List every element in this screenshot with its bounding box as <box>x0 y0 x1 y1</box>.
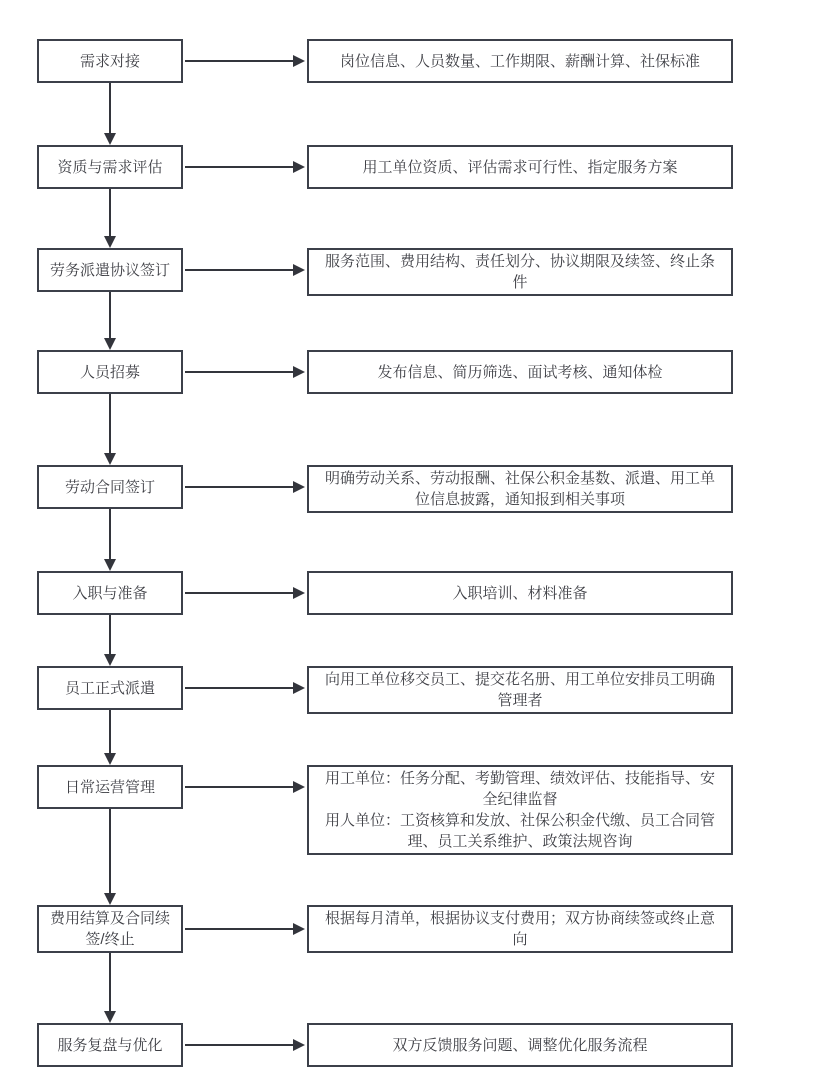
step-box <box>37 465 183 509</box>
down-arrow <box>104 189 116 248</box>
arrowhead-down-icon <box>104 1011 116 1023</box>
detail-text: 发布信息、简历筛选、面试考核、通知体检 <box>377 363 663 381</box>
arrow-line <box>109 710 111 754</box>
arrow-line <box>109 509 111 560</box>
arrow-line <box>109 615 111 655</box>
arrow-line <box>185 928 294 930</box>
step-box <box>37 248 183 292</box>
down-arrow <box>104 953 116 1023</box>
arrow-line <box>185 269 294 271</box>
down-arrow <box>104 394 116 465</box>
arrowhead-right-icon <box>293 55 305 67</box>
arrow-line <box>109 809 111 894</box>
step-label: 劳动合同签订 <box>64 478 155 496</box>
detail-text: 用工单位资质、评估需求可行性、指定服务方案 <box>362 158 678 176</box>
arrow-line <box>185 687 294 689</box>
step-label: 人员招募 <box>79 363 140 381</box>
right-arrow <box>185 481 305 493</box>
arrowhead-down-icon <box>104 236 116 248</box>
arrowhead-down-icon <box>104 893 116 905</box>
step-label: 劳务派遣协议签订 <box>49 261 170 279</box>
arrow-line <box>109 83 111 134</box>
arrow-line <box>185 486 294 488</box>
step-label: 员工正式派遣 <box>64 679 155 697</box>
arrowhead-right-icon <box>293 264 305 276</box>
detail-text: 入职培训、材料准备 <box>452 584 588 602</box>
arrow-line <box>185 371 294 373</box>
detail-box <box>307 465 733 513</box>
detail-text: 用工单位：任务分配、考勤管理、绩效评估、技能指导、安全纪律监督 <box>324 770 715 808</box>
arrowhead-right-icon <box>293 481 305 493</box>
arrowhead-down-icon <box>104 559 116 571</box>
step-label: 资质与需求评估 <box>57 158 163 176</box>
detail-box <box>307 571 733 615</box>
detail-text: 用人单位：工资核算和发放、社保公积金代缴、员工合同管理、员工关系维护、政策法规咨询 <box>324 812 715 850</box>
step-box <box>37 145 183 189</box>
down-arrow <box>104 83 116 145</box>
down-arrow <box>104 292 116 350</box>
down-arrow <box>104 710 116 765</box>
step-box <box>37 571 183 615</box>
arrowhead-down-icon <box>104 133 116 145</box>
arrowhead-down-icon <box>104 453 116 465</box>
step-label: 服务复盘与优化 <box>57 1036 163 1054</box>
arrowhead-down-icon <box>104 654 116 666</box>
step-box <box>37 1023 183 1067</box>
arrowhead-right-icon <box>293 161 305 173</box>
step-box <box>37 350 183 394</box>
arrow-line <box>185 786 294 788</box>
detail-box <box>307 248 733 296</box>
down-arrow <box>104 615 116 666</box>
arrowhead-down-icon <box>104 338 116 350</box>
detail-box <box>307 350 733 394</box>
right-arrow <box>185 587 305 599</box>
arrow-line <box>185 1044 294 1046</box>
detail-text: 服务范围、费用结构、责任划分、协议期限及续签、终止条件 <box>324 253 715 291</box>
arrow-line <box>109 189 111 237</box>
arrow-line <box>185 60 294 62</box>
right-arrow <box>185 264 305 276</box>
right-arrow <box>185 161 305 173</box>
arrowhead-down-icon <box>104 753 116 765</box>
step-label: 入职与准备 <box>72 584 148 602</box>
arrow-line <box>109 394 111 454</box>
down-arrow <box>104 509 116 571</box>
detail-text: 根据每月清单，根据协议支付费用；双方协商续签或终止意向 <box>324 910 715 948</box>
step-label: 日常运营管理 <box>64 778 155 796</box>
detail-box <box>307 1023 733 1067</box>
detail-box <box>307 39 733 83</box>
step-label: 费用结算及合同续签/终止 <box>49 910 170 948</box>
arrowhead-right-icon <box>293 682 305 694</box>
right-arrow <box>185 923 305 935</box>
detail-box <box>307 905 733 953</box>
right-arrow <box>185 1039 305 1051</box>
detail-text: 岗位信息、人员数量、工作期限、薪酬计算、社保标准 <box>339 52 700 70</box>
detail-text: 向用工单位移交员工、提交花名册、用工单位安排员工明确管理者 <box>324 671 715 709</box>
arrowhead-right-icon <box>293 781 305 793</box>
arrow-line <box>185 166 294 168</box>
detail-text: 明确劳动关系、劳动报酬、社保公积金基数、派遣、用工单位信息披露，通知报到相关事项 <box>324 470 715 508</box>
right-arrow <box>185 55 305 67</box>
detail-text: 双方反馈服务问题、调整优化服务流程 <box>392 1036 648 1054</box>
right-arrow <box>185 682 305 694</box>
detail-box <box>307 666 733 714</box>
arrowhead-right-icon <box>293 923 305 935</box>
arrowhead-right-icon <box>293 587 305 599</box>
arrowhead-right-icon <box>293 366 305 378</box>
right-arrow <box>185 366 305 378</box>
step-box <box>37 905 183 953</box>
arrow-line <box>109 292 111 339</box>
step-box <box>37 765 183 809</box>
detail-box <box>307 145 733 189</box>
detail-box <box>307 765 733 855</box>
arrow-line <box>185 592 294 594</box>
right-arrow <box>185 781 305 793</box>
arrow-line <box>109 953 111 1012</box>
step-box <box>37 666 183 710</box>
step-box <box>37 39 183 83</box>
step-label: 需求对接 <box>79 52 140 70</box>
arrowhead-right-icon <box>293 1039 305 1051</box>
down-arrow <box>104 809 116 905</box>
